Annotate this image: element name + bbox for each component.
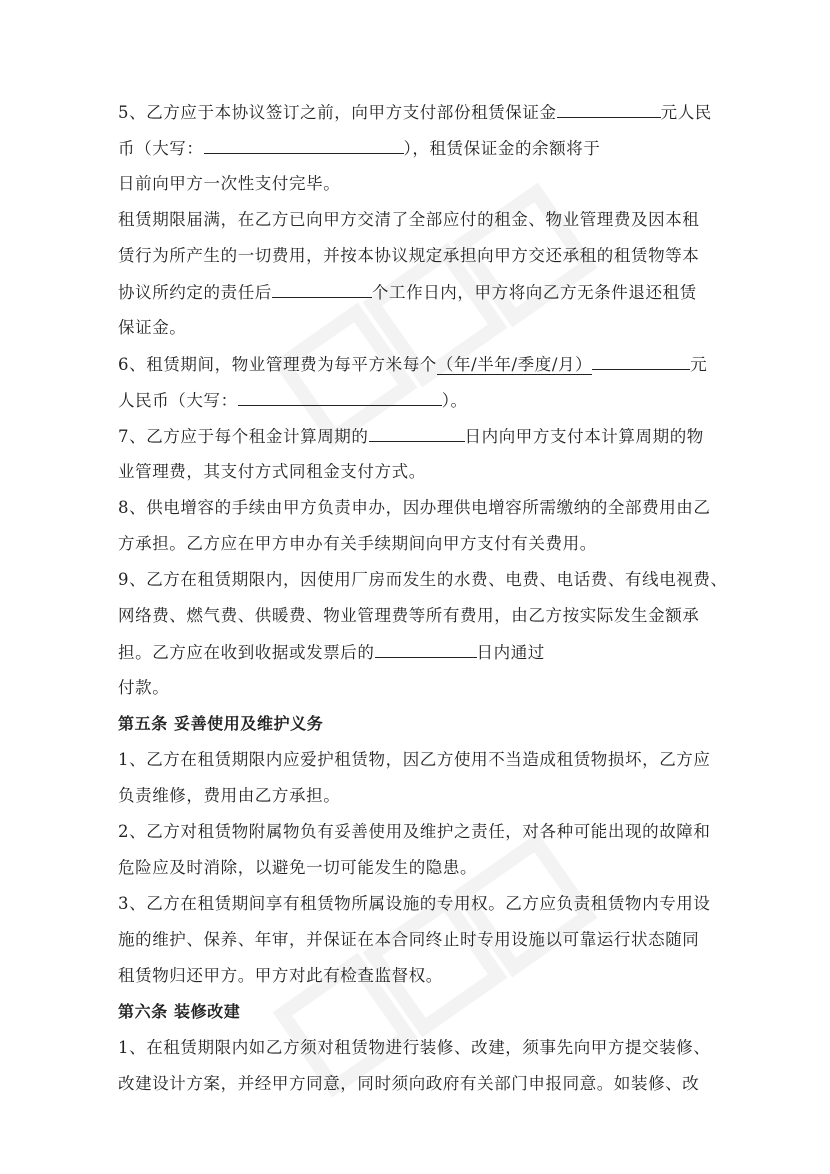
clause-7-text: 日内向甲方支付本计算周期的物: [464, 427, 704, 446]
clause-text: 协议所约定的责任后: [118, 283, 272, 302]
clause-6-text: 人民币（大写：: [118, 391, 238, 410]
text-line: 施的维护、保养、年审，并保证在本合同终止时专用设施以可靠运行状态随同: [118, 930, 700, 949]
text-line: 改建设计方案，并经甲方同意，同时须向政府有关部门申报同意。如装修、改: [118, 1074, 700, 1093]
period-options: （年/半年/季度/月）: [436, 355, 593, 374]
text-line: 保证金。: [118, 318, 187, 337]
clause-7-text: 7、乙方应于每个租金计算周期的: [118, 427, 369, 446]
clause-5-text: 5、乙方应于本协议签订之前，向甲方支付部份租赁保证金: [118, 103, 557, 122]
text-line: 1、在租赁期限内如乙方须对租赁物进行装修、改建，须事先向甲方提交装修、: [118, 1038, 711, 1057]
text-line: 租赁物归还甲方。甲方对此有检查监督权。: [118, 966, 443, 985]
text-line: 方承担。乙方应在甲方申办有关手续期间向甲方支付有关费用。: [118, 534, 597, 553]
section-heading: 第五条 妥善使用及维护义务: [118, 714, 324, 733]
text-line: 租赁期限届满，在乙方已向甲方交清了全部应付的租金、物业管理费及因本租: [118, 210, 700, 229]
blank-field[interactable]: [238, 388, 442, 406]
clause-9-text: 担。乙方应在收到收据或发票后的: [118, 643, 375, 662]
text-line: 负责维修，费用由乙方承担。: [118, 786, 341, 805]
clause-6-text: 6、租赁期间，物业管理费为每平方米每个: [118, 355, 437, 374]
text-line: [118, 424, 704, 449]
text-line: [118, 640, 545, 665]
blank-field[interactable]: [557, 100, 661, 118]
text-line: 网络费、燃气费、供暖费、物业管理费等所有费用，由乙方按实际发生金额承: [118, 606, 700, 625]
clause-9-text: 日内通过: [476, 643, 545, 662]
text-line: [118, 388, 468, 413]
text-line: 8、供电增容的手续由甲方负责申办，因办理供电增容所需缴纳的全部费用由乙: [118, 498, 711, 517]
clause-5-text: 日前向甲方一次性支付完毕。: [118, 174, 341, 193]
blank-field[interactable]: [272, 280, 372, 298]
section-heading: 第六条 装修改建: [118, 1002, 241, 1021]
text-line: 2、乙方对租赁物附属物负有妥善使用及维护之责任，对各种可能出现的故障和: [118, 822, 711, 841]
text-line: [118, 352, 707, 377]
clause-6-text: 元: [690, 355, 708, 374]
clause-text: 个工作日内，甲方将向乙方无条件退还租赁: [371, 283, 697, 302]
text-line: 业管理费，其支付方式同租金支付方式。: [118, 462, 426, 481]
text-line: [118, 136, 600, 161]
text-line: 付款。: [118, 678, 170, 697]
clause-5-text: 币（大写：: [118, 139, 204, 158]
text-line: 3、乙方在租赁期间享有租赁物所属设施的专用权。乙方应负责租赁物内专用设: [118, 894, 711, 913]
clause-5-text: ），租赁保证金的余额将于: [403, 139, 601, 158]
text-line: [118, 280, 697, 305]
blank-field[interactable]: [375, 640, 477, 658]
text-line: [118, 100, 712, 125]
text-line: 9、乙方在租赁期限内，因使用厂房而发生的水费、电费、电话费、有线电视费、: [118, 570, 728, 589]
text-line: [118, 172, 340, 196]
clause-5-text: 元人民: [660, 103, 712, 122]
clause-6-text: ）。: [441, 391, 468, 410]
blank-field[interactable]: [369, 424, 465, 442]
blank-field[interactable]: [204, 136, 404, 154]
blank-field[interactable]: [592, 352, 690, 370]
text-line: 赁行为所产生的一切费用，并按本协议规定承担向甲方交还承租的租赁物等本: [118, 246, 700, 265]
text-line: 1、乙方在租赁期限内应爱护租赁物，因乙方使用不当造成租赁物损坏，乙方应: [118, 750, 711, 769]
text-line: 危险应及时消除，以避免一切可能发生的隐患。: [118, 858, 478, 877]
